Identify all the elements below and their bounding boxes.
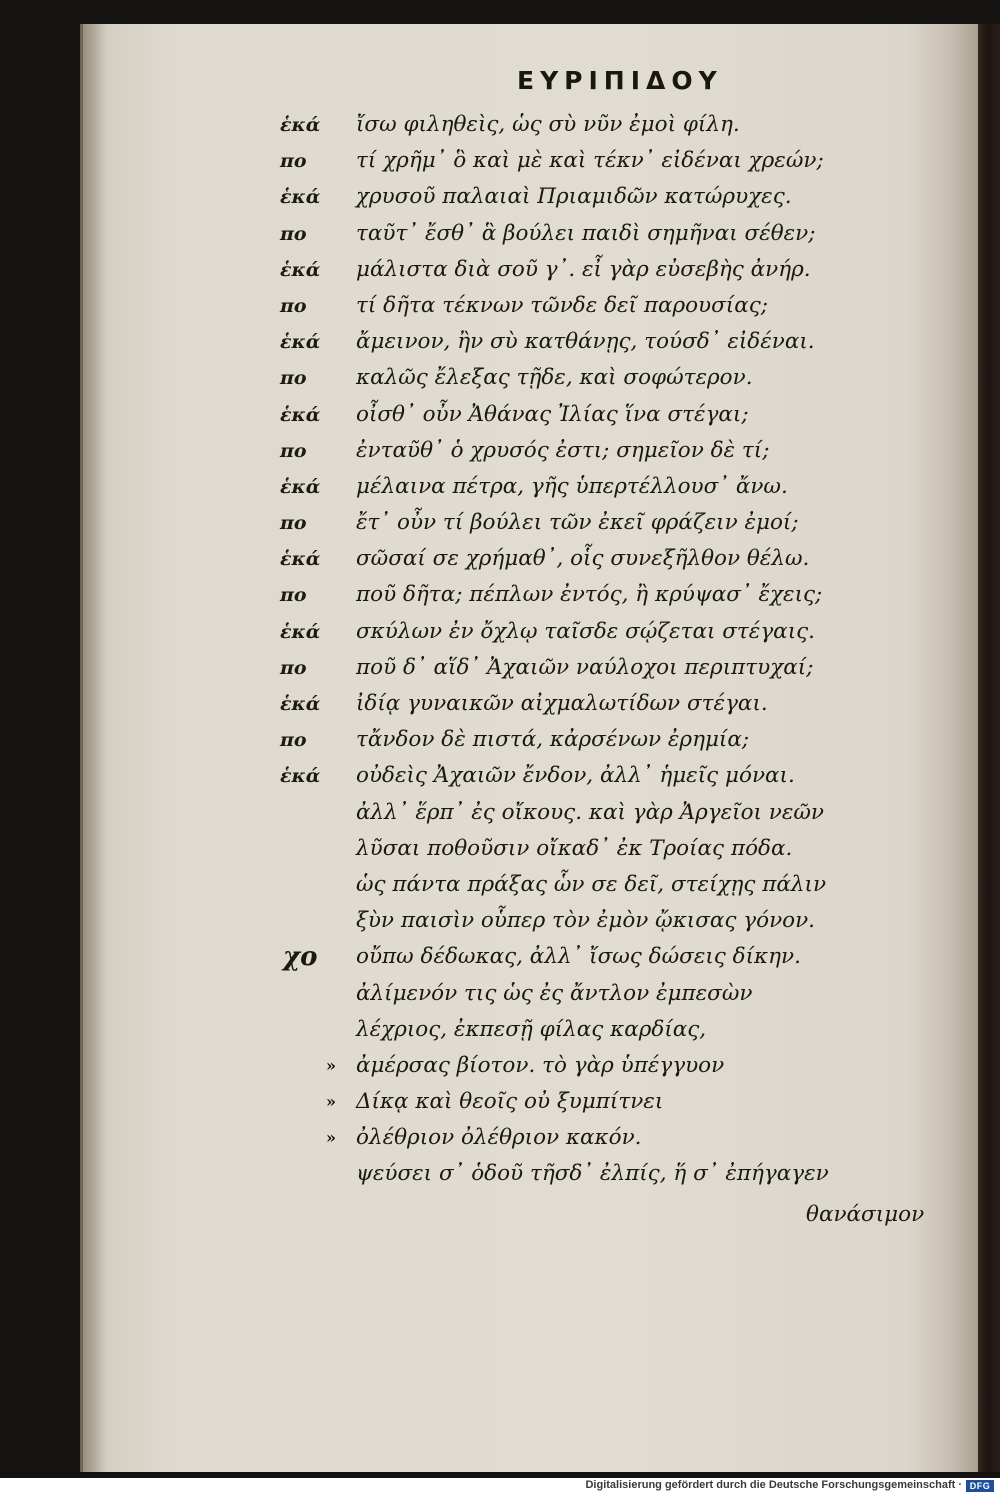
verse-line (0, 976, 1000, 1012)
verse-text: μάλιστα διὰ σοῦ γ᾽. εἶ γὰρ εὐσεβὴς ἀνήρ. (356, 256, 811, 282)
verse-text-block (0, 107, 1000, 1193)
verse-text: ἄμεινον, ἢν σὺ κατθάνῃς, τούσδ᾽ εἰδέναι. (356, 329, 815, 355)
verse-text: ποῦ δ᾽ αἵδ᾽ Ἀχαιῶν ναύλοχοι περιπτυχαί; (356, 654, 814, 680)
verse-line (0, 650, 1000, 686)
verse-text: ἐνταῦθ᾽ ὁ χρυσός ἐστι; σημεῖον δὲ τί; (356, 437, 770, 463)
verse-line (0, 722, 1000, 758)
gnomic-marker: » (326, 1092, 336, 1112)
verse-line (0, 758, 1000, 794)
speaker-label: ἑκά (280, 331, 321, 354)
speaker-label: ἑκά (280, 765, 321, 788)
verse-text: ψεύσει σ᾽ ὁδοῦ τῆσδ᾽ ἐλπίς, ἥ σ᾽ ἐπήγαγεν (356, 1161, 829, 1187)
speaker-label: ἑκά (280, 620, 321, 643)
verse-line (0, 433, 1000, 469)
verse-line (0, 143, 1000, 179)
verse-line (0, 867, 1000, 903)
verse-text: σῶσαί σε χρήμαθ᾽, οἷς συνεξῆλθον θέλω. (356, 546, 810, 572)
verse-text: ἴσω φιληθεὶς, ὡς σὺ νῦν ἐμοὶ φίλη. (356, 112, 740, 137)
verse-line (0, 397, 1000, 433)
speaker-label: πο (280, 729, 307, 752)
verse-text: ὡς πάντα πράξας ὧν σε δεῖ, στείχῃς πάλιν (356, 871, 827, 897)
verse-line (0, 252, 1000, 288)
verse-line (0, 1156, 1000, 1192)
speaker-label: ἑκά (280, 403, 321, 426)
verse-text: τἄνδον δὲ πιστά, κἀρσένων ἐρημία; (356, 727, 750, 753)
speaker-label: πο (280, 222, 307, 245)
speaker-label: ἑκά (280, 475, 321, 498)
verse-text: ξὺν παισὶν οὗπερ τὸν ἐμὸν ᾤκισας γόνον. (356, 908, 816, 934)
verse-text: καλῶς ἔλεξας τῇδε, καὶ σοφώτερον. (356, 365, 753, 391)
verse-text: ἀμέρσας βίοτον. τὸ γὰρ ὑπέγγυον (356, 1052, 725, 1078)
speaker-label: πο (280, 439, 307, 462)
verse-line (0, 469, 1000, 505)
dfg-logo-icon: DFG (966, 1480, 994, 1492)
verse-line (0, 577, 1000, 613)
verse-text: οὐδεὶς Ἀχαιῶν ἔνδον, ἀλλ᾽ ἡμεῖς μόναι. (356, 763, 795, 789)
verse-line (0, 1048, 1000, 1084)
running-head: ΕΥΡΙΠΙΔΟΥ (517, 66, 723, 95)
verse-text: ἔτ᾽ οὖν τί βούλει τῶν ἐκεῖ φράζειν ἐμοί; (356, 510, 799, 536)
speaker-label: χο (283, 942, 318, 973)
speaker-label: ἑκά (280, 693, 321, 715)
verse-line (0, 505, 1000, 541)
speaker-label: πο (280, 367, 307, 390)
verse-text: Δίκᾳ καὶ θεοῖς οὐ ξυμπίτνει (356, 1089, 664, 1115)
verse-text: ταῦτ᾽ ἔσθ᾽ ἃ βούλει παιδὶ σημῆναι σέθεν; (356, 220, 816, 246)
footer-credit: Digitalisierung gefördert durch die Deutsche Forschungsgemeinschaft · (585, 1479, 962, 1491)
verse-line (0, 939, 1000, 975)
verse-line (0, 324, 1000, 360)
verse-line (0, 360, 1000, 396)
verse-text: τί δῆτα τέκνων τῶνδε δεῖ παρουσίας; (356, 292, 769, 318)
verse-text: οἶσθ᾽ οὖν Ἀθάνας Ἰλίας ἵνα στέγαι; (356, 401, 749, 427)
verse-text: λέχριος, ἐκπεσῇ φίλας καρδίας, (356, 1016, 707, 1042)
verse-line (0, 1084, 1000, 1120)
verse-text: ἰδίᾳ γυναικῶν αἰχμαλωτίδων στέγαι. (356, 691, 768, 716)
speaker-label: πο (280, 150, 307, 173)
catchword: θανάσιμον (806, 1202, 925, 1227)
verse-text: οὔπω δέδωκας, ἀλλ᾽ ἴσως δώσεις δίκην. (356, 944, 801, 970)
speaker-label: ἑκά (280, 114, 321, 136)
verse-line (0, 1012, 1000, 1048)
speaker-label: ἑκά (280, 548, 321, 571)
verse-line (0, 288, 1000, 324)
verse-text: λῦσαι ποθοῦσιν οἴκαδ᾽ ἐκ Τροίας πόδα. (356, 835, 793, 861)
gnomic-marker: » (326, 1128, 336, 1148)
speaker-label: πο (280, 656, 307, 679)
speaker-label: πο (280, 584, 307, 607)
verse-line (0, 903, 1000, 939)
verse-line (0, 831, 1000, 867)
speaker-label: πο (280, 294, 307, 317)
verse-text: ἀλλ᾽ ἕρπ᾽ ἐς οἴκους. καὶ γὰρ Ἀργεῖοι νεῶν (356, 799, 824, 825)
verse-line (0, 107, 1000, 143)
verse-line (0, 614, 1000, 650)
verse-line (0, 795, 1000, 831)
verse-line (0, 1120, 1000, 1156)
speaker-label: ἑκά (280, 258, 321, 281)
verse-text: χρυσοῦ παλαιαὶ Πριαμιδῶν κατώρυχες. (356, 184, 792, 210)
verse-text: σκύλων ἐν ὄχλῳ ταῖσδε σῴζεται στέγαις. (356, 618, 816, 644)
speaker-label: ἑκά (280, 186, 321, 209)
verse-line (0, 179, 1000, 215)
gnomic-marker: » (326, 1055, 336, 1075)
verse-text: μέλαινα πέτρα, γῆς ὑπερτέλλουσ᾽ ἄνω. (356, 473, 788, 499)
verse-text: ἀλίμενόν τις ὡς ἐς ἄντλον ἐμπεσὼν (356, 980, 753, 1006)
footer-bar (0, 1478, 1000, 1494)
verse-text: ὀλέθριον ὀλέθριον κακόν. (356, 1125, 642, 1151)
verse-line (0, 216, 1000, 252)
verse-line (0, 541, 1000, 577)
verse-line (0, 686, 1000, 722)
speaker-label: πο (280, 512, 307, 535)
verse-text: τί χρῆμ᾽ ὃ καὶ μὲ καὶ τέκν᾽ εἰδέναι χρεών; (356, 148, 824, 174)
verse-text: ποῦ δῆτα; πέπλων ἐντός, ἢ κρύψασ᾽ ἔχεις; (356, 582, 823, 608)
